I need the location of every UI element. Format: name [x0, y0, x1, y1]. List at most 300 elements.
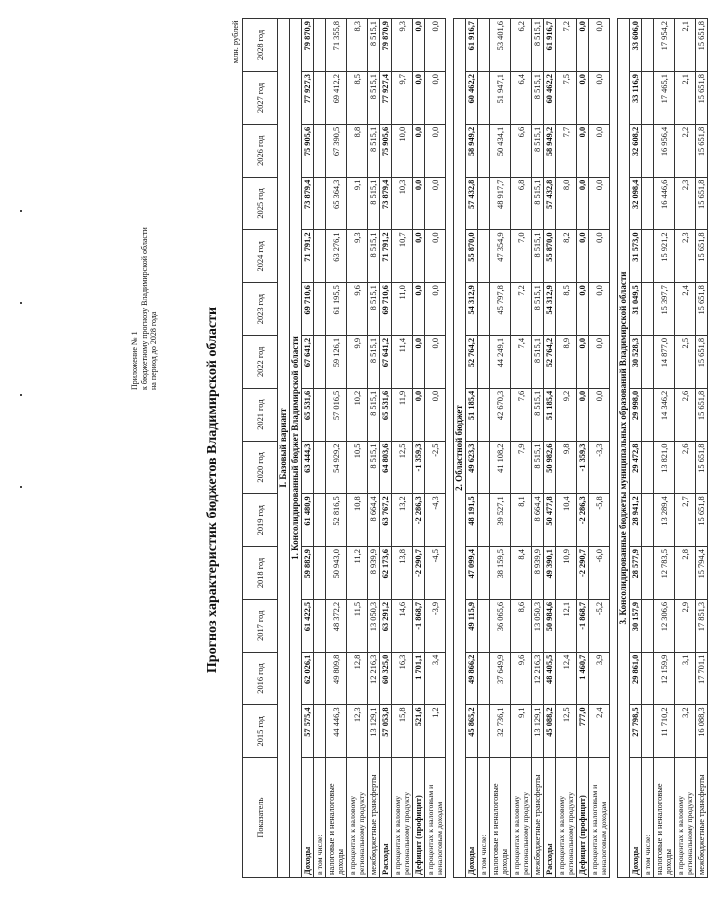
value-cell: 8 939,9: [368, 547, 380, 600]
value-cell: 8 515,1: [368, 230, 380, 283]
value-cell: 60 325,0: [380, 652, 392, 705]
value-cell: 0,0: [589, 283, 610, 336]
value-cell: [314, 283, 326, 336]
value-cell: -1 359,3: [577, 441, 589, 494]
value-cell: 13,2: [392, 494, 413, 547]
column-header-year: 2020 год: [243, 441, 278, 494]
value-cell: 65 531,6: [380, 388, 392, 441]
value-cell: [478, 19, 490, 72]
value-cell: 7,2: [556, 19, 577, 72]
value-cell: 48 191,5: [466, 494, 478, 547]
value-cell: 27 798,5: [630, 705, 642, 758]
row-label: в процентах к валовому региональному продукту: [392, 758, 413, 878]
value-cell: 37 649,9: [490, 652, 511, 705]
row-label: Расходы: [544, 758, 556, 878]
row-label: налоговые и неналоговые доходы: [654, 758, 675, 878]
column-header-year: 2023 год: [243, 283, 278, 336]
table-row: [326, 19, 347, 878]
units-row: [230, 19, 243, 878]
value-cell: 52 764,2: [544, 335, 556, 388]
value-cell: 0,0: [413, 124, 425, 177]
gap-cell: [446, 19, 454, 878]
value-cell: 2,4: [589, 705, 610, 758]
value-cell: 13 050,3: [532, 599, 544, 652]
appendix-line-1: Приложение № 1: [130, 331, 139, 390]
value-cell: 33 116,9: [630, 72, 642, 125]
value-cell: 12,8: [347, 652, 368, 705]
column-header-year: 2022 год: [243, 335, 278, 388]
value-cell: 61 916,7: [544, 19, 556, 72]
value-cell: 12 159,9: [654, 652, 675, 705]
value-cell: 44 446,3: [326, 705, 347, 758]
value-cell: -1 868,7: [413, 599, 425, 652]
value-cell: 0,0: [577, 124, 589, 177]
value-cell: [478, 335, 490, 388]
scenario-row: [278, 19, 290, 878]
value-cell: 2,2: [675, 124, 696, 177]
value-cell: [642, 72, 654, 125]
value-cell: 8 664,4: [532, 494, 544, 547]
table-row: [654, 19, 675, 878]
value-cell: 8,6: [511, 599, 532, 652]
value-cell: 15 651,8: [696, 388, 708, 441]
value-cell: 11,0: [392, 283, 413, 336]
value-cell: -2 290,7: [413, 547, 425, 600]
row-label: межбюджетные трансферты: [532, 758, 544, 878]
value-cell: [314, 335, 326, 388]
value-cell: [642, 441, 654, 494]
value-cell: 54 312,9: [544, 283, 556, 336]
value-cell: 6,2: [511, 19, 532, 72]
value-cell: 67 390,5: [326, 124, 347, 177]
value-cell: 9,1: [347, 177, 368, 230]
value-cell: 32 098,4: [630, 177, 642, 230]
value-cell: 77 927,4: [380, 72, 392, 125]
table-row: [380, 19, 392, 878]
value-cell: 2,6: [675, 388, 696, 441]
value-cell: 7,7: [556, 124, 577, 177]
value-cell: 0,0: [425, 283, 446, 336]
value-cell: 9,7: [392, 72, 413, 125]
value-cell: 14 877,0: [654, 335, 675, 388]
value-cell: 61 480,9: [302, 494, 314, 547]
value-cell: 0,0: [425, 72, 446, 125]
value-cell: 15,8: [392, 705, 413, 758]
value-cell: 79 870,9: [302, 19, 314, 72]
value-cell: 73 879,4: [380, 177, 392, 230]
section-header-row: [454, 19, 466, 878]
value-cell: 47 099,4: [466, 547, 478, 600]
value-cell: 73 879,4: [302, 177, 314, 230]
value-cell: 0,0: [577, 19, 589, 72]
value-cell: 7,4: [511, 335, 532, 388]
value-cell: 8,1: [511, 494, 532, 547]
table-row: [478, 19, 490, 878]
value-cell: 2,1: [675, 19, 696, 72]
value-cell: 0,0: [425, 335, 446, 388]
value-cell: 12 216,3: [368, 652, 380, 705]
value-cell: 12,1: [556, 599, 577, 652]
value-cell: [642, 124, 654, 177]
table-row: [642, 19, 654, 878]
row-label: Доходы: [466, 758, 478, 878]
value-cell: 12,4: [556, 652, 577, 705]
value-cell: 8 515,1: [368, 335, 380, 388]
value-cell: -1 868,7: [577, 599, 589, 652]
column-header-year: 2019 год: [243, 494, 278, 547]
value-cell: 44 249,1: [490, 335, 511, 388]
value-cell: 0,0: [589, 335, 610, 388]
table-body: [278, 19, 708, 878]
row-label: Дефицит (профицит): [413, 758, 425, 878]
value-cell: 39 527,1: [490, 494, 511, 547]
value-cell: 17 954,2: [654, 19, 675, 72]
table-row: [589, 19, 610, 878]
value-cell: 58 949,2: [544, 124, 556, 177]
value-cell: 16 446,6: [654, 177, 675, 230]
value-cell: 12 306,6: [654, 599, 675, 652]
value-cell: -4,5: [425, 547, 446, 600]
value-cell: -2 286,3: [577, 494, 589, 547]
value-cell: 8 515,1: [532, 441, 544, 494]
value-cell: -3,9: [425, 599, 446, 652]
value-cell: -2 286,3: [413, 494, 425, 547]
value-cell: 11,2: [347, 547, 368, 600]
column-header-year: 2017 год: [243, 599, 278, 652]
value-cell: 75 905,6: [380, 124, 392, 177]
value-cell: [642, 599, 654, 652]
value-cell: 2,3: [675, 177, 696, 230]
value-cell: 8 515,1: [532, 19, 544, 72]
table-row: [347, 19, 368, 878]
row-label: в процентах к валовому региональному продукту: [347, 758, 368, 878]
value-cell: 9,8: [556, 441, 577, 494]
value-cell: 67 641,2: [380, 335, 392, 388]
value-cell: 0,0: [413, 283, 425, 336]
document-title: Прогноз характеристик бюджетов Владимирской области: [205, 306, 220, 674]
value-cell: 13 129,1: [532, 705, 544, 758]
value-cell: 45 088,2: [544, 705, 556, 758]
value-cell: 0,0: [425, 124, 446, 177]
value-cell: 10,2: [347, 388, 368, 441]
value-cell: [478, 652, 490, 705]
value-cell: 48 917,7: [490, 177, 511, 230]
value-cell: 9,9: [347, 335, 368, 388]
value-cell: [314, 19, 326, 72]
value-cell: 8,8: [347, 124, 368, 177]
value-cell: 55 870,0: [544, 230, 556, 283]
value-cell: 8 515,1: [532, 283, 544, 336]
value-cell: [642, 283, 654, 336]
value-cell: -2,5: [425, 441, 446, 494]
value-cell: 9,3: [392, 19, 413, 72]
value-cell: 67 641,2: [302, 335, 314, 388]
value-cell: 63 291,2: [380, 599, 392, 652]
table-row: [368, 19, 380, 878]
value-cell: [314, 230, 326, 283]
value-cell: -2 290,7: [577, 547, 589, 600]
value-cell: 0,0: [589, 19, 610, 72]
value-cell: [314, 72, 326, 125]
section-title: 2. Областной бюджет: [454, 19, 466, 878]
value-cell: 0,0: [577, 283, 589, 336]
value-cell: 15 651,8: [696, 72, 708, 125]
value-cell: 12 783,5: [654, 547, 675, 600]
value-cell: 15 794,4: [696, 547, 708, 600]
value-cell: 52 764,2: [466, 335, 478, 388]
value-cell: 10,7: [392, 230, 413, 283]
value-cell: 16,3: [392, 652, 413, 705]
value-cell: 29 998,0: [630, 388, 642, 441]
value-cell: 71 355,8: [326, 19, 347, 72]
value-cell: 47 354,9: [490, 230, 511, 283]
value-cell: 28 941,2: [630, 494, 642, 547]
value-cell: 63 276,1: [326, 230, 347, 283]
value-cell: 9,2: [556, 388, 577, 441]
value-cell: [314, 388, 326, 441]
section-gap: [446, 19, 454, 878]
value-cell: 45 865,2: [466, 705, 478, 758]
value-cell: [642, 494, 654, 547]
table-row: [466, 19, 478, 878]
value-cell: 8,4: [511, 547, 532, 600]
value-cell: -6,0: [589, 547, 610, 600]
value-cell: -3,3: [589, 441, 610, 494]
value-cell: 17 851,3: [696, 599, 708, 652]
value-cell: 79 870,9: [380, 19, 392, 72]
section-header-row: [290, 19, 302, 878]
table-row: [490, 19, 511, 878]
value-cell: 15 651,8: [696, 335, 708, 388]
value-cell: 49 115,9: [466, 599, 478, 652]
value-cell: 38 159,5: [490, 547, 511, 600]
column-header-year: 2026 год: [243, 124, 278, 177]
value-cell: [642, 230, 654, 283]
value-cell: 8 515,1: [532, 177, 544, 230]
value-cell: 8,3: [347, 19, 368, 72]
value-cell: 0,0: [413, 388, 425, 441]
value-cell: 15 651,8: [696, 441, 708, 494]
value-cell: 0,0: [577, 177, 589, 230]
value-cell: 33 606,0: [630, 19, 642, 72]
value-cell: 10,5: [347, 441, 368, 494]
value-cell: 10,9: [556, 547, 577, 600]
value-cell: 8 515,1: [368, 177, 380, 230]
value-cell: 10,8: [347, 494, 368, 547]
value-cell: [642, 652, 654, 705]
value-cell: 8 515,1: [368, 441, 380, 494]
value-cell: 29 861,0: [630, 652, 642, 705]
value-cell: [642, 547, 654, 600]
value-cell: 0,0: [413, 19, 425, 72]
value-cell: 58 949,2: [466, 124, 478, 177]
value-cell: 8 939,9: [532, 547, 544, 600]
value-cell: 0,0: [425, 19, 446, 72]
value-cell: 63 444,3: [302, 441, 314, 494]
column-header-year: 2018 год: [243, 547, 278, 600]
value-cell: 8 515,1: [368, 388, 380, 441]
value-cell: 15 651,8: [696, 230, 708, 283]
value-cell: 50 943,0: [326, 547, 347, 600]
value-cell: 48 372,2: [326, 599, 347, 652]
binding-holes: [20, 210, 24, 578]
column-header-year: 2024 год: [243, 230, 278, 283]
value-cell: 8 515,1: [368, 72, 380, 125]
value-cell: [314, 547, 326, 600]
value-cell: 57 432,8: [466, 177, 478, 230]
value-cell: -5,8: [589, 494, 610, 547]
value-cell: 17 465,1: [654, 72, 675, 125]
value-cell: [478, 283, 490, 336]
row-label: Доходы: [302, 758, 314, 878]
value-cell: 61 195,5: [326, 283, 347, 336]
value-cell: 6,6: [511, 124, 532, 177]
value-cell: 11 710,2: [654, 705, 675, 758]
value-cell: [314, 705, 326, 758]
value-cell: 57 053,8: [380, 705, 392, 758]
value-cell: 57 016,5: [326, 388, 347, 441]
value-cell: 1 460,7: [577, 652, 589, 705]
value-cell: 13 050,3: [368, 599, 380, 652]
value-cell: 8 515,1: [368, 19, 380, 72]
value-cell: 0,0: [589, 230, 610, 283]
value-cell: 6,4: [511, 72, 532, 125]
value-cell: 8 515,1: [368, 283, 380, 336]
value-cell: 3,9: [589, 652, 610, 705]
row-label: в том числе:: [642, 758, 654, 878]
row-label: в процентах к валовому региональному продукту: [675, 758, 696, 878]
table-row: [511, 19, 532, 878]
value-cell: 15 651,8: [696, 124, 708, 177]
value-cell: 48 405,5: [544, 652, 556, 705]
value-cell: 13,8: [392, 547, 413, 600]
section-header-row: [618, 19, 630, 878]
value-cell: 49 866,2: [466, 652, 478, 705]
value-cell: [478, 494, 490, 547]
value-cell: 42 670,3: [490, 388, 511, 441]
value-cell: 12,5: [392, 441, 413, 494]
value-cell: 32 608,2: [630, 124, 642, 177]
value-cell: [314, 124, 326, 177]
value-cell: 0,0: [425, 388, 446, 441]
table-row: [577, 19, 589, 878]
value-cell: 31 573,0: [630, 230, 642, 283]
row-label: в том числе:: [314, 758, 326, 878]
budget-forecast-table: [230, 18, 708, 878]
column-header-year: 2025 год: [243, 177, 278, 230]
section-title: 1. Консолидированный бюджет Владимирской области: [290, 19, 302, 878]
value-cell: 2,5: [675, 335, 696, 388]
value-cell: 6,8: [511, 177, 532, 230]
gap-cell: [610, 19, 618, 878]
value-cell: 2,4: [675, 283, 696, 336]
value-cell: 0,0: [577, 388, 589, 441]
value-cell: 0,0: [589, 72, 610, 125]
value-cell: 49 623,3: [466, 441, 478, 494]
section-title: 3. Консолидированные бюджеты муниципальных образований Владимирской области: [618, 19, 630, 878]
value-cell: 8 515,1: [532, 335, 544, 388]
value-cell: 17 701,1: [696, 652, 708, 705]
units-label: млн. рублей: [230, 20, 240, 64]
value-cell: 15 651,8: [696, 177, 708, 230]
table-row: [425, 19, 446, 878]
value-cell: 521,6: [413, 705, 425, 758]
value-cell: [478, 230, 490, 283]
value-cell: 12 216,3: [532, 652, 544, 705]
value-cell: 777,0: [577, 705, 589, 758]
value-cell: 51 185,4: [544, 388, 556, 441]
value-cell: 7,5: [556, 72, 577, 125]
value-cell: 55 870,0: [466, 230, 478, 283]
value-cell: 29 472,8: [630, 441, 642, 494]
value-cell: [478, 72, 490, 125]
value-cell: [478, 547, 490, 600]
value-cell: 0,0: [413, 72, 425, 125]
value-cell: 2,7: [675, 494, 696, 547]
column-header-year: 2021 год: [243, 388, 278, 441]
row-label: в процентах к валовому региональному продукту: [511, 758, 532, 878]
value-cell: 60 462,2: [544, 72, 556, 125]
table-row: [413, 19, 425, 878]
value-cell: 15 921,2: [654, 230, 675, 283]
value-cell: [642, 177, 654, 230]
value-cell: 54 929,2: [326, 441, 347, 494]
value-cell: 12,5: [556, 705, 577, 758]
value-cell: 0,0: [425, 177, 446, 230]
value-cell: 2,8: [675, 547, 696, 600]
value-cell: 3,2: [675, 705, 696, 758]
value-cell: 0,0: [577, 230, 589, 283]
value-cell: 11,4: [392, 335, 413, 388]
value-cell: [314, 177, 326, 230]
value-cell: 50 984,6: [544, 599, 556, 652]
value-cell: 61 916,7: [466, 19, 478, 72]
value-cell: 57 575,4: [302, 705, 314, 758]
value-cell: [478, 441, 490, 494]
value-cell: 13 821,0: [654, 441, 675, 494]
value-cell: 50 982,6: [544, 441, 556, 494]
value-cell: 16 088,3: [696, 705, 708, 758]
value-cell: 60 462,2: [466, 72, 478, 125]
value-cell: 13 289,4: [654, 494, 675, 547]
value-cell: 0,0: [577, 72, 589, 125]
value-cell: 71 791,2: [380, 230, 392, 283]
table-row: [532, 19, 544, 878]
value-cell: 0,0: [589, 177, 610, 230]
value-cell: 14,6: [392, 599, 413, 652]
table-row: [302, 19, 314, 878]
value-cell: 50 477,8: [544, 494, 556, 547]
value-cell: 2,9: [675, 599, 696, 652]
rotated-content: [130, 10, 706, 890]
value-cell: 69 412,2: [326, 72, 347, 125]
value-cell: 8,0: [556, 177, 577, 230]
value-cell: [478, 705, 490, 758]
value-cell: 12,3: [347, 705, 368, 758]
value-cell: 77 927,3: [302, 72, 314, 125]
row-label: налоговые и неналоговые доходы: [326, 758, 347, 878]
value-cell: 36 065,6: [490, 599, 511, 652]
value-cell: 59 882,9: [302, 547, 314, 600]
value-cell: [478, 124, 490, 177]
value-cell: 2,6: [675, 441, 696, 494]
value-cell: -4,3: [425, 494, 446, 547]
column-header-indicator: Показатель: [243, 758, 278, 878]
value-cell: 8,5: [347, 72, 368, 125]
value-cell: 9,6: [347, 283, 368, 336]
value-cell: 49 390,1: [544, 547, 556, 600]
value-cell: 28 577,9: [630, 547, 642, 600]
